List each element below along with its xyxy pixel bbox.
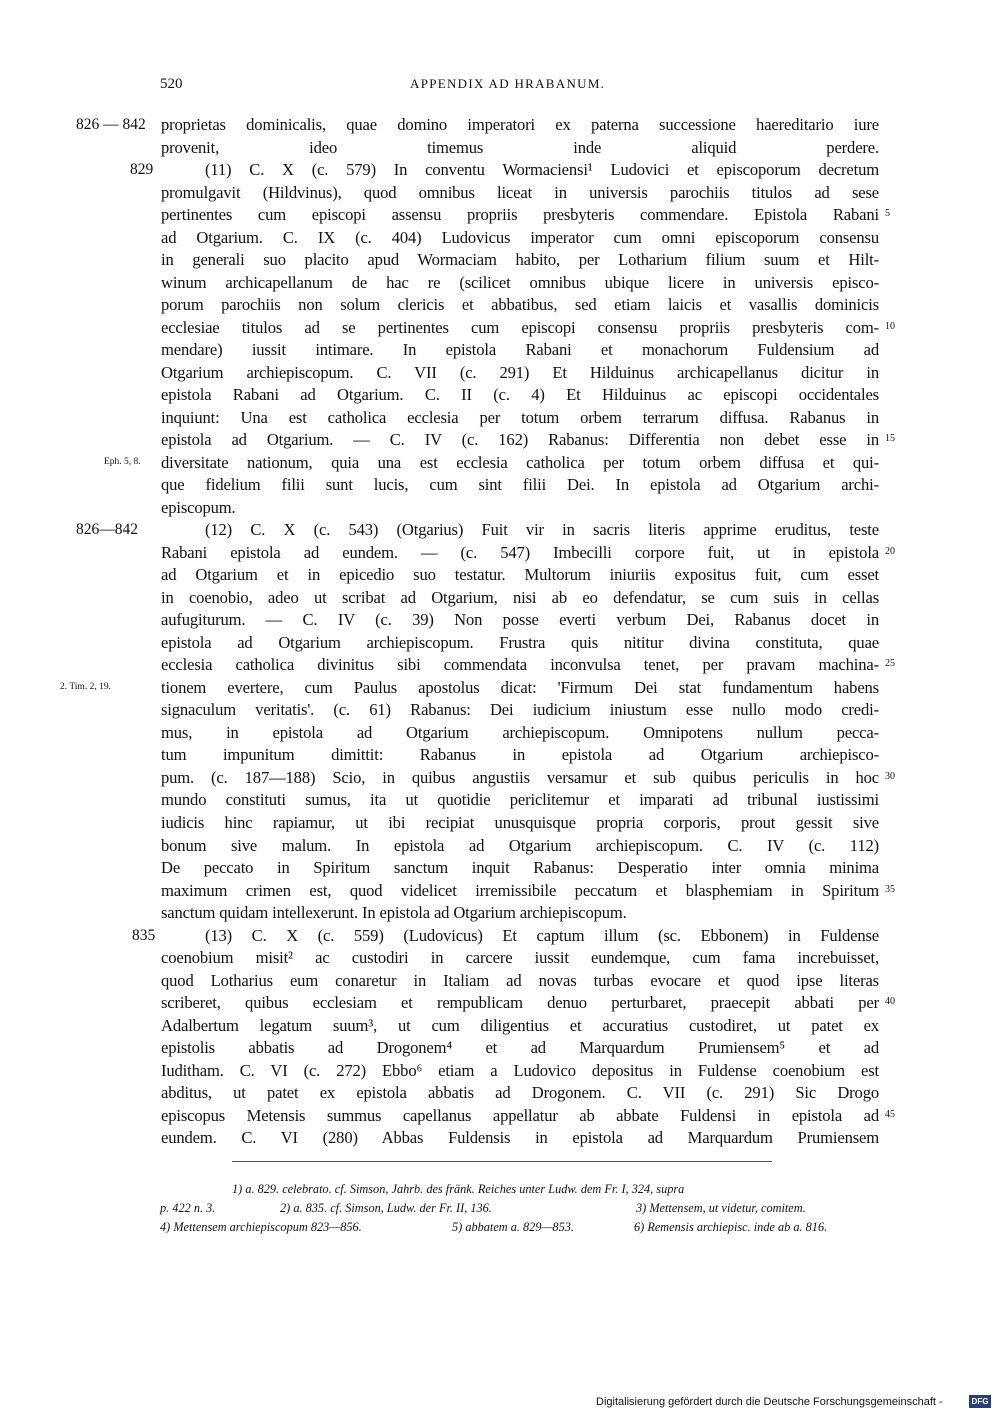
text-line bbox=[0, 699, 1000, 722]
margin-date: 826 — 842 bbox=[76, 116, 146, 133]
text-line bbox=[0, 632, 1000, 655]
text-line bbox=[0, 1082, 1000, 1105]
text-line bbox=[0, 992, 1000, 1015]
text-line bbox=[0, 1105, 1000, 1128]
line-text: episcopus Metensis summus capellanus appellatur ab abbate Fuldensi in epistola ad bbox=[161, 1105, 879, 1125]
line-text: pum. (c. 187—188) Scio, in quibus angustiis versamur et sub quibus periculis in hoc bbox=[161, 767, 879, 787]
line-text: quod Lotharius eum conaretur in Italiam ad novas turbas evocare et quod ipse literas bbox=[161, 970, 879, 990]
line-text: Otgarium archiepiscopum. C. VII (c. 291) Et Hilduinus archicapellanus dicitur in bbox=[161, 362, 879, 382]
line-text: tionem evertere, cum Paulus apostolus dicat: 'Firmum Dei stat fundamentum habens bbox=[161, 677, 879, 697]
line-text: maximum crimen est, quod videlicet irremissibile peccatum et blasphemiam in Spiritum bbox=[161, 880, 879, 900]
line-text: porum parochiis non solum clericis et abbatibus, sed etiam laicis et vasallis dominicis bbox=[161, 295, 879, 315]
line-text: promulgavit (Hildvinus), quod omnibus liceat in universis parochiis titulos ad sese bbox=[161, 182, 879, 202]
line-text: coenobium misit² ac custodiri in carcere iussit eundemque, cum fama increbuisset, bbox=[161, 948, 879, 968]
line-text: ecclesiae titulos ad se pertinentes cum episcopi consensu propriis presbyteris com- bbox=[161, 317, 879, 337]
text-line bbox=[0, 587, 1000, 610]
text-line bbox=[0, 362, 1000, 385]
text-line bbox=[0, 970, 1000, 993]
line-number: 20 bbox=[885, 545, 895, 557]
footnote: 4) Mettensem archiepiscopum 823—856. bbox=[160, 1220, 362, 1234]
text-line bbox=[0, 654, 1000, 677]
line-text: pertinentes cum episcopi assensu propriis presbyteris commendare. Epistola Rabani bbox=[161, 205, 879, 225]
line-text: epistola ad Otgarium archiepiscopum. Frustra quis nititur divina constituta, quae bbox=[161, 632, 879, 652]
line-text: eundem. C. VI (280) Abbas Fuldensis in epistola ad Marquardum Prumiensem bbox=[161, 1128, 879, 1148]
line-text: (12) C. X (c. 543) (Otgarius) Fuit vir in sacris literis apprime eruditus, teste bbox=[205, 520, 879, 540]
text-line bbox=[0, 1015, 1000, 1038]
line-text: winum archicapellanum de hac re (scilicet omnibus ubique licere in universis episco- bbox=[161, 272, 879, 292]
text-line bbox=[0, 317, 1000, 340]
line-text: scriberet, quibus ecclesiam et rempublicam denuo perturbaret, praecepit abbati per bbox=[161, 993, 879, 1013]
footnotes bbox=[0, 1180, 1000, 1237]
page-header bbox=[0, 76, 1000, 98]
line-text: Adalbertum legatum suum³, ut cum diligentius et accuratius custodiret, ut patet ex bbox=[161, 1015, 879, 1035]
footnote: 3) Mettensem, ut videtur, comitem. bbox=[636, 1201, 806, 1215]
footnote-line bbox=[0, 1180, 1000, 1199]
text-line bbox=[0, 474, 1000, 497]
line-text: in generali suo placito apud Wormaciam habito, per Lotharium filium suum et Hilt- bbox=[161, 250, 879, 270]
text-line bbox=[0, 159, 1000, 182]
scripture-reference: 2. Tim. 2, 19. bbox=[60, 681, 111, 692]
line-number: 5 bbox=[885, 208, 890, 220]
line-text: que fidelium filii sunt lucis, cum sint filii Dei. In epistola ad Otgarium archi- bbox=[161, 475, 879, 495]
main-text bbox=[0, 114, 1000, 1150]
line-text: proprietas dominicalis, quae domino imperatori ex paterna successione haereditario iure bbox=[161, 115, 879, 134]
text-line bbox=[0, 227, 1000, 250]
text-line bbox=[0, 137, 1000, 160]
dfg-logo: DFG bbox=[969, 1395, 991, 1408]
line-text: (11) C. X (c. 579) In conventu Wormaciensi¹ Ludovici et episcoporum decretum bbox=[205, 160, 879, 180]
line-text: epistolis abbatis ad Drogonem⁴ et ad Marquardum Prumiensem⁵ et ad bbox=[161, 1038, 879, 1058]
text-line bbox=[0, 902, 1000, 925]
line-text: aufugiturum. — C. IV (c. 39) Non posse everti verbum Dei, Rabanus docet in bbox=[161, 610, 879, 630]
line-text: ad Otgarium et in epicedio suo testatur. Multorum iniuriis expositus fuit, cum esset bbox=[161, 565, 879, 585]
scripture-reference: Eph. 5, 8. bbox=[104, 456, 141, 467]
text-line bbox=[0, 812, 1000, 835]
footnote: 1) a. 829. celebrato. cf. Simson, Jahrb. des fränk. Reiches unter Ludw. dem Fr. I, 324, supra bbox=[232, 1182, 685, 1196]
text-line bbox=[0, 1060, 1000, 1083]
line-text: sanctum quidam intellexerunt. In epistola ad Otgarium archiepiscopum. bbox=[161, 903, 627, 923]
text-line bbox=[0, 925, 1000, 948]
line-text: in coenobio, adeo ut scribat ad Otgarium, nisi ab eo defendatur, se cum suis in cellas bbox=[161, 587, 879, 607]
margin-date: 835 bbox=[132, 926, 156, 944]
text-line bbox=[0, 294, 1000, 317]
digitization-credit: Digitalisierung gefördert durch die Deutsche Forschungsgemeinschaft - bbox=[596, 1396, 943, 1408]
text-line bbox=[0, 429, 1000, 452]
line-number: 30 bbox=[885, 770, 895, 782]
line-text: iudicis hinc rapiamur, ut ibi recipiat unusquisque propria corporis, prout gessit sive bbox=[161, 812, 879, 832]
text-line bbox=[0, 452, 1000, 475]
line-number: 35 bbox=[885, 883, 895, 895]
text-line bbox=[0, 339, 1000, 362]
line-text: abditus, ut patet ex epistola abbatis ad Drogonem. C. VII (c. 291) Sic Drogo bbox=[161, 1083, 879, 1103]
line-text: epistola Rabani ad Otgarium. C. II (c. 4) Et Hilduinus ac episcopi occidentales bbox=[161, 385, 879, 405]
text-line bbox=[0, 564, 1000, 587]
text-line bbox=[0, 767, 1000, 790]
line-number: 10 bbox=[885, 320, 895, 332]
line-text: bonum sive malum. In epistola ad Otgarium archiepiscopum. C. IV (c. 112) bbox=[161, 835, 879, 855]
margin-date: 829 bbox=[130, 161, 154, 179]
line-text: ad Otgarium. C. IX (c. 404) Ludovicus imperator cum omni episcoporum consensu bbox=[161, 227, 879, 247]
footnote: 6) Remensis archiepisc. inde ab a. 816. bbox=[634, 1220, 828, 1234]
text-line bbox=[0, 1127, 1000, 1150]
line-text: Iuditham. C. VI (c. 272) Ebbo⁶ etiam a Ludovico depositus in Fuldense coenobium est bbox=[161, 1060, 879, 1080]
line-text: ecclesia catholica divinitus sibi commendata inconvulsa tenet, per pravam machina- bbox=[161, 655, 879, 675]
text-line bbox=[0, 272, 1000, 295]
text-line bbox=[0, 114, 1000, 137]
text-line bbox=[0, 609, 1000, 632]
line-number: 40 bbox=[885, 996, 895, 1008]
text-line bbox=[0, 722, 1000, 745]
line-text: epistola ad Otgarium. — C. IV (c. 162) Rabanus: Differentia non debet esse in bbox=[161, 430, 879, 450]
text-line bbox=[0, 542, 1000, 565]
text-line bbox=[0, 880, 1000, 903]
margin-date: 826—842 bbox=[76, 521, 138, 539]
line-text: mendare) iussit intimare. In epistola Rabani et monachorum Fuldensium ad bbox=[161, 340, 879, 360]
line-text: tum impunitum dimittit: Rabanus in epistola ad Otgarium archiepisco- bbox=[161, 745, 879, 765]
line-text: mundo constituti sumus, ita ut quotidie periclitemur et imparati ad tribunal iustissimi bbox=[161, 790, 879, 810]
line-text: episcopum. bbox=[161, 497, 236, 517]
line-text: De peccato in Spiritum sanctum inquit Rabanus: Desperatio inter omnia minima bbox=[161, 858, 879, 878]
line-text: provenit, ideo timemus inde aliquid perdere. bbox=[161, 137, 879, 157]
footnote: p. 422 n. 3. bbox=[160, 1201, 216, 1215]
footnote: 5) abbatem a. 829—853. bbox=[452, 1220, 574, 1234]
running-title: APPENDIX AD HRABANUM. bbox=[410, 76, 606, 91]
text-line bbox=[0, 947, 1000, 970]
text-line bbox=[0, 789, 1000, 812]
text-line bbox=[0, 407, 1000, 430]
text-line bbox=[0, 677, 1000, 700]
line-text: inquiunt: Una est catholica ecclesia per totum orbem terrarum diffusa. Rabanus in bbox=[161, 407, 879, 427]
text-line bbox=[0, 497, 1000, 520]
page-number: 520 bbox=[160, 76, 183, 92]
text-line bbox=[0, 1037, 1000, 1060]
text-line bbox=[0, 835, 1000, 858]
text-line bbox=[0, 857, 1000, 880]
footnote-divider bbox=[232, 1161, 772, 1162]
text-line bbox=[0, 249, 1000, 272]
footnote-line bbox=[0, 1218, 1000, 1237]
line-number: 15 bbox=[885, 433, 895, 445]
line-text: diversitate nationum, quia una est ecclesia catholica per totum orbem diffusa et qui- bbox=[161, 452, 879, 472]
footnote: 2) a. 835. cf. Simson, Ludw. der Fr. II, 136. bbox=[280, 1201, 492, 1215]
text-line bbox=[0, 384, 1000, 407]
text-line bbox=[0, 519, 1000, 542]
line-text: signaculum veritatis'. (c. 61) Rabanus: Dei iudicium iniustum esse nullo modo credi- bbox=[161, 700, 879, 720]
text-line bbox=[0, 182, 1000, 205]
line-number: 45 bbox=[885, 1108, 895, 1120]
line-number: 25 bbox=[885, 658, 895, 670]
text-line bbox=[0, 744, 1000, 767]
line-text: (13) C. X (c. 559) (Ludovicus) Et captum illum (sc. Ebbonem) in Fuldense bbox=[205, 925, 879, 945]
footnote-line bbox=[0, 1199, 1000, 1218]
line-text: Rabani epistola ad eundem. — (c. 547) Imbecilli corpore fuit, ut in epistola bbox=[161, 542, 879, 562]
line-text: mus, in epistola ad Otgarium archiepiscopum. Omnipotens nullum pecca- bbox=[161, 722, 879, 742]
text-line bbox=[0, 204, 1000, 227]
